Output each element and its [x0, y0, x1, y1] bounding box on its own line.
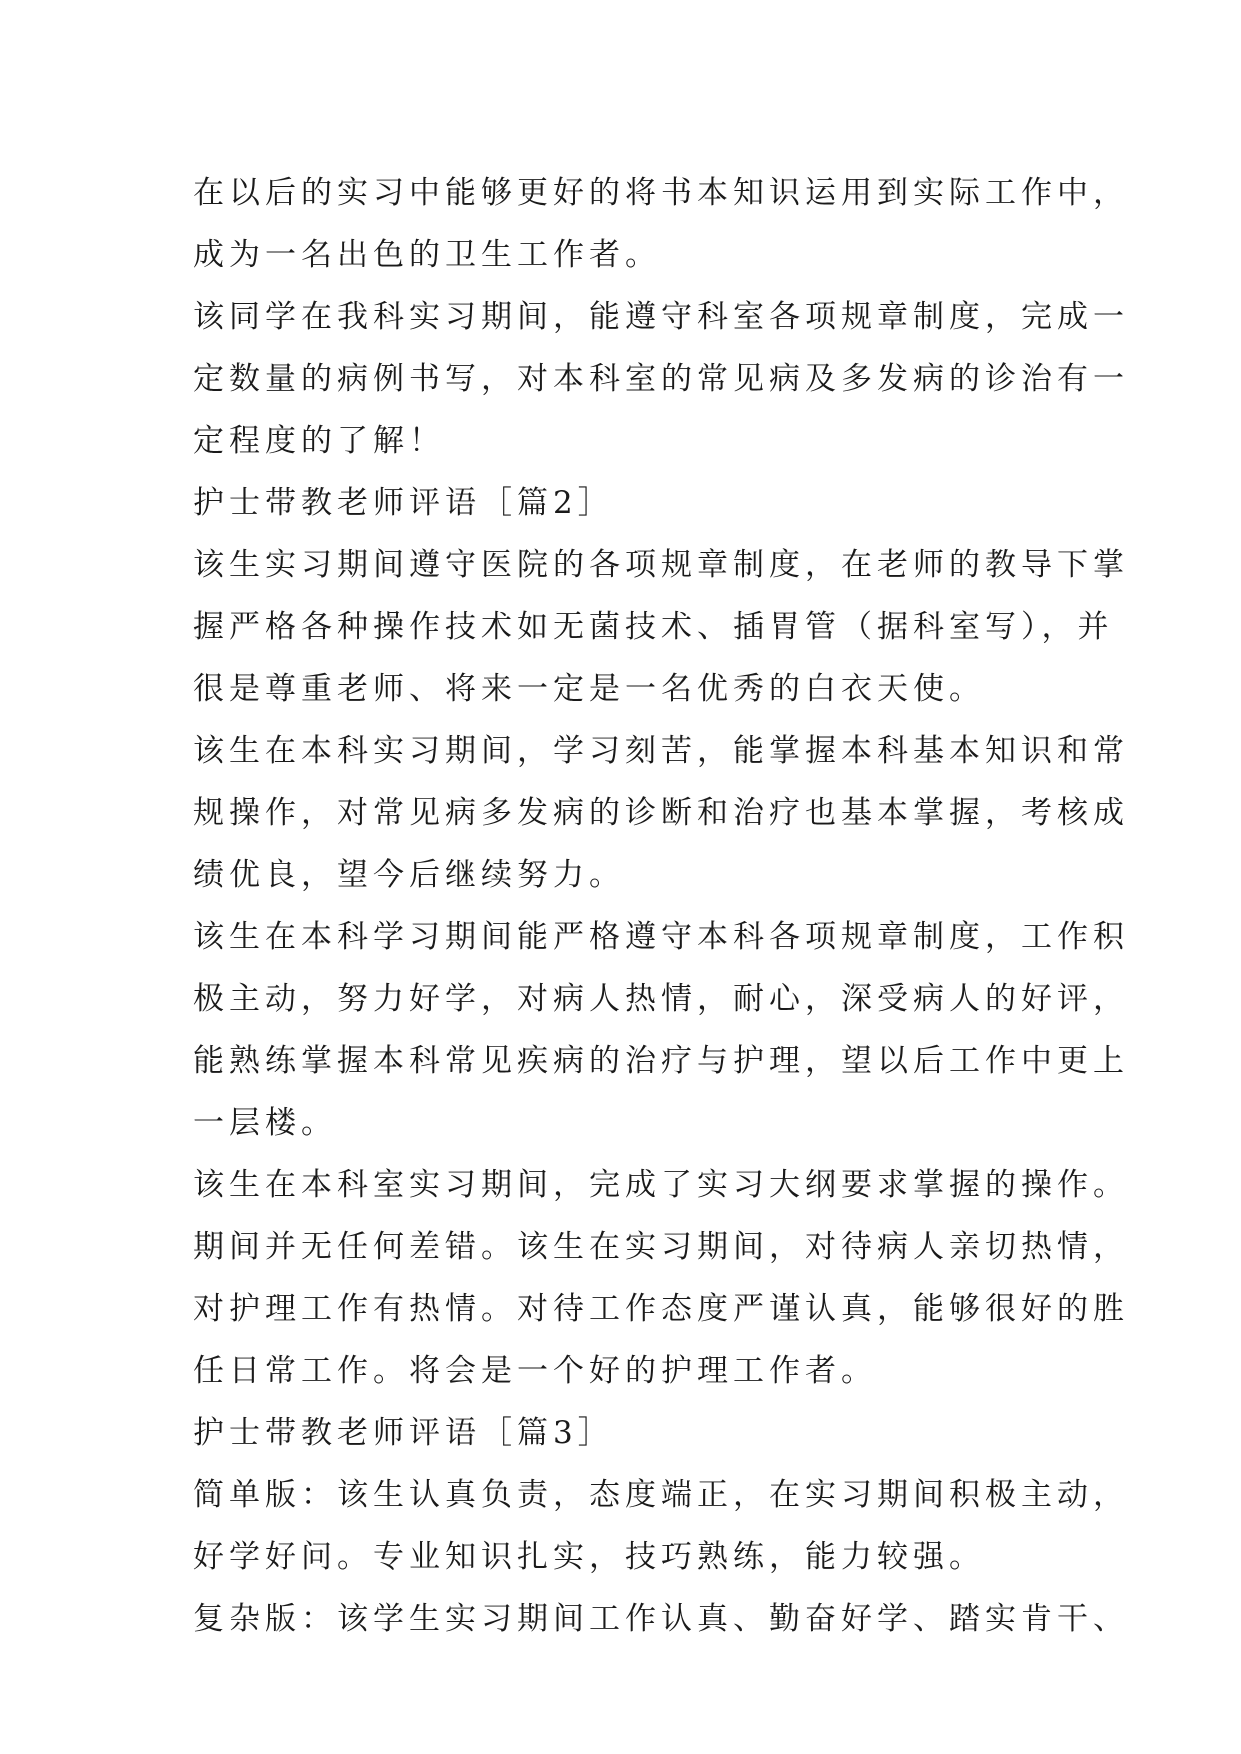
- text-line: 该同学在我科实习期间，能遵守科室各项规章制度，完成一: [193, 299, 1129, 335]
- text-line: 极主动，努力好学，对病人热情，耐心，深受病人的好评，: [193, 981, 1129, 1017]
- section-heading-3: 护士带教老师评语［篇3］: [193, 1415, 614, 1451]
- text-line: 一层楼。: [193, 1105, 337, 1141]
- text-line: 期间并无任何差错。该生在实习期间，对待病人亲切热情，: [193, 1229, 1129, 1265]
- text-line: 简单版：该生认真负责，态度端正，在实习期间积极主动，: [193, 1477, 1129, 1513]
- text-line: 绩优良，望今后继续努力。: [193, 857, 625, 893]
- document-body: [193, 162, 1129, 1650]
- text-line: 复杂版：该学生实习期间工作认真、勤奋好学、踏实肯干、: [193, 1601, 1129, 1637]
- text-line: 对护理工作有热情。对待工作态度严谨认真，能够很好的胜: [193, 1291, 1129, 1327]
- text-line: 能熟练掌握本科常见疾病的治疗与护理，望以后工作中更上: [193, 1043, 1129, 1079]
- text-line: 好学好问。专业知识扎实，技巧熟练，能力较强。: [193, 1539, 985, 1575]
- text-line: 规操作，对常见病多发病的诊断和治疗也基本掌握，考核成: [193, 795, 1129, 831]
- text-line: 该生实习期间遵守医院的各项规章制度，在老师的教导下掌: [193, 547, 1129, 583]
- text-line: 在以后的实习中能够更好的将书本知识运用到实际工作中，: [193, 175, 1129, 211]
- text-line: 握严格各种操作技术如无菌技术、插胃管（据科室写），并: [193, 609, 1114, 645]
- text-line: 定数量的病例书写，对本科室的常见病及多发病的诊治有一: [193, 361, 1129, 397]
- text-line: 该生在本科学习期间能严格遵守本科各项规章制度，工作积: [193, 919, 1129, 955]
- text-line: 很是尊重老师、将来一定是一名优秀的白衣天使。: [193, 671, 985, 707]
- text-line: 该生在本科室实习期间，完成了实习大纲要求掌握的操作。: [193, 1167, 1129, 1203]
- text-line: 定程度的了解！: [193, 423, 445, 459]
- text-line: 任日常工作。将会是一个好的护理工作者。: [193, 1353, 877, 1389]
- text-line: 该生在本科实习期间，学习刻苦，能掌握本科基本知识和常: [193, 733, 1129, 769]
- text-line: 成为一名出色的卫生工作者。: [193, 237, 661, 273]
- section-heading-2: 护士带教老师评语［篇2］: [193, 485, 614, 521]
